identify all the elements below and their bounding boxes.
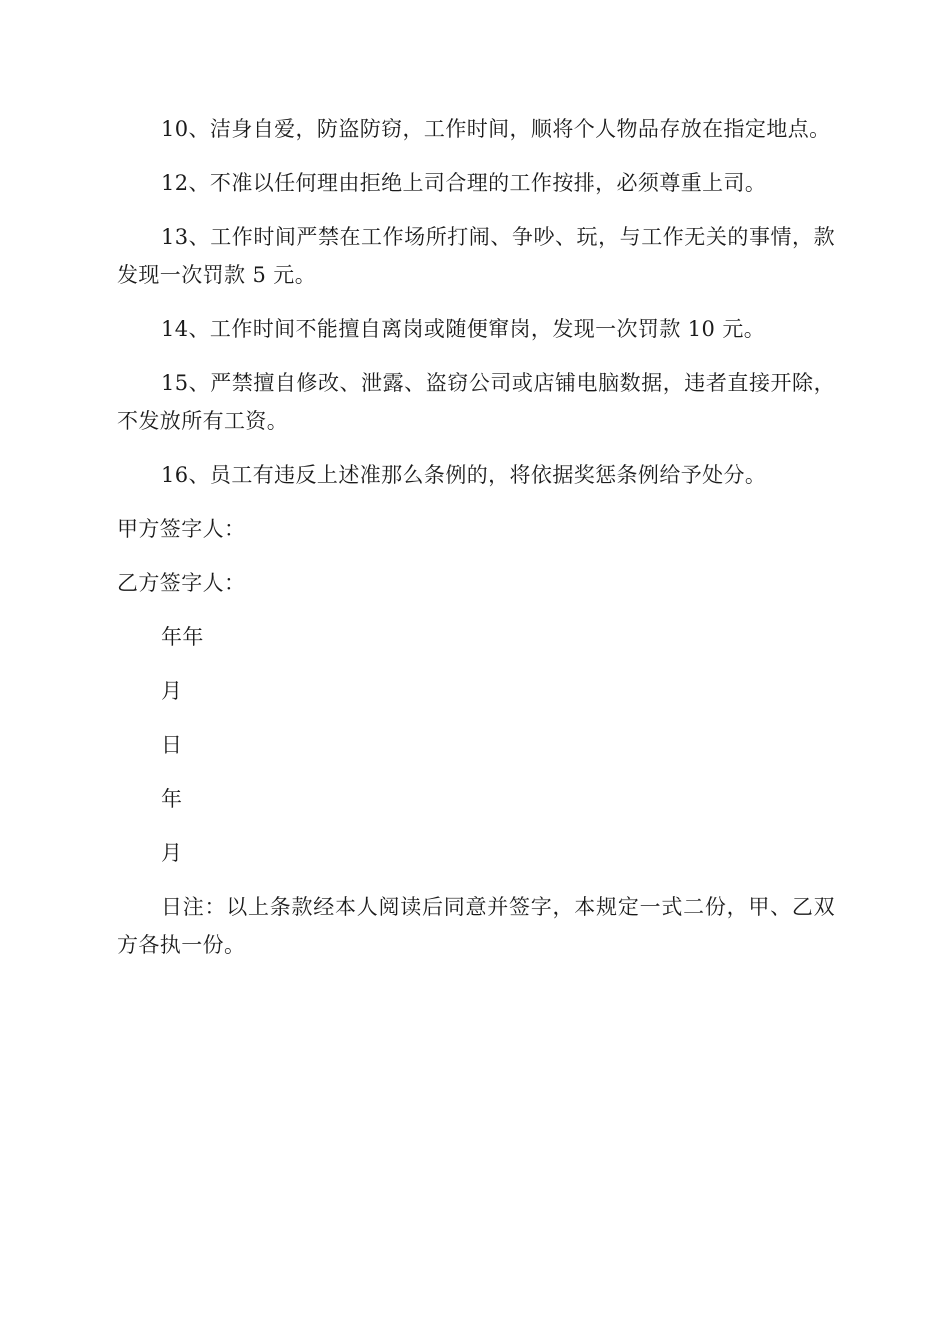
date-line: 月 <box>161 841 183 865</box>
party-b-signature-label: 乙方签字人： <box>117 571 246 595</box>
date-line: 年年 <box>161 625 204 649</box>
date-line: 日 <box>161 733 183 757</box>
date-line: 年 <box>161 787 183 811</box>
rule-13: 13、工作时间严禁在工作场所打闹、争吵、玩，与工作无关的事情，款发现一次罚款 5 元。 <box>117 225 835 287</box>
party-a-signature-label: 甲方签字人： <box>117 517 246 541</box>
rule-15: 15、严禁擅自修改、泄露、盗窃公司或店铺电脑数据，违者直接开除，不发放所有工资。 <box>117 371 835 433</box>
date-line: 月 <box>161 679 183 703</box>
rule-10: 10、洁身自爱，防盗防窃，工作时间，顺将个人物品存放在指定地点。 <box>161 117 831 141</box>
rule-14: 14、工作时间不能擅自离岗或随便窜岗，发现一次罚款 10 元。 <box>161 317 766 341</box>
agreement-note: 日注：以上条款经本人阅读后同意并签字，本规定一式二份，甲、乙双方各执一份。 <box>117 895 835 957</box>
rule-12: 12、不准以任何理由拒绝上司合理的工作按排，必须尊重上司。 <box>161 171 767 195</box>
document-page <box>117 110 835 980</box>
rule-16: 16、员工有违反上述准那么条例的，将依据奖惩条例给予处分。 <box>161 463 767 487</box>
